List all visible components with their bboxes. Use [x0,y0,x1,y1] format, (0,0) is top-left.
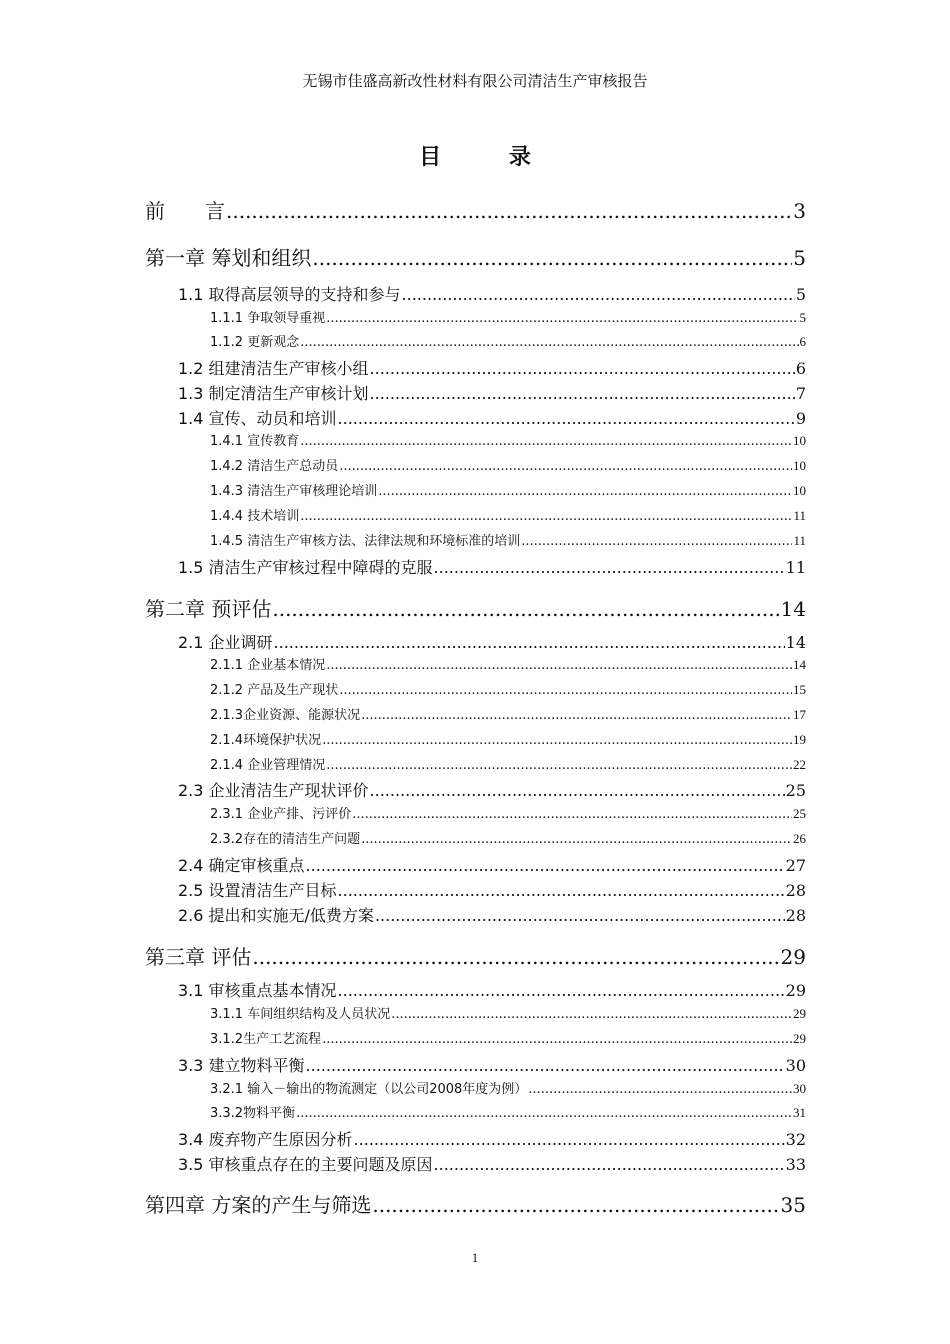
toc-dot-leader [326,311,798,326]
toc-dot-leader [274,633,785,652]
toc-dot-leader [338,881,785,900]
toc-entry-label: 3.5 审核重点存在的主要问题及原因 [178,1155,433,1174]
toc-entry[interactable] [210,505,806,524]
toc-entry[interactable] [210,530,806,549]
toc-entry-label: 第一章 筹划和组织 [145,246,312,270]
toc-entry-label: 1.4.4 技术培训 [210,509,300,524]
toc-dot-leader [372,1193,779,1217]
toc-entry[interactable] [178,381,806,404]
toc-entry-page: 22 [793,757,806,772]
toc-entry-page: 29 [793,1031,806,1046]
toc-entry-label: 前 言 [145,199,225,223]
toc-entry-label: 1.4.2 清洁生产总动员 [210,459,339,474]
toc-entry-label: 1.1.1 争取领导重视 [210,311,326,326]
toc-entry-label: 第四章 方案的产生与筛选 [145,1193,372,1217]
toc-entry-page: 29 [793,1006,806,1021]
toc-entry-page: 35 [780,1193,806,1217]
toc-entry-page: 11 [793,533,806,548]
toc-entry[interactable] [145,593,806,622]
toc-entry-page: 27 [785,856,806,875]
toc-entry-label: 1.5 清洁生产审核过程中障碍的克服 [178,558,433,577]
toc-dot-leader [306,856,785,875]
toc-entry-page: 28 [785,881,806,900]
toc-dot-leader [361,708,792,723]
toc-entry-page: 17 [793,707,806,722]
toc-entry[interactable] [210,1028,806,1047]
toc-entry-label: 1.3 制定清洁生产审核计划 [178,384,369,403]
toc-dot-leader [306,1056,785,1075]
toc-entry-page: 29 [780,945,806,969]
toc-entry[interactable] [210,1078,806,1097]
toc-dot-leader [339,459,792,474]
toc-entry[interactable] [178,853,806,876]
toc-entry-page: 25 [793,806,806,821]
toc-entry-label: 2.3 企业清洁生产现状评价 [178,781,369,800]
toc-entry-page: 3 [793,199,806,223]
toc-dot-leader [326,758,792,773]
toc-entry-page: 6 [795,359,806,378]
toc-entry-label: 3.1.2生产工艺流程 [210,1032,322,1047]
toc-dot-leader [434,558,785,577]
toc-dot-leader [352,807,792,822]
toc-entry-page: 31 [793,1105,806,1120]
toc-entry-label: 2.4 确定审核重点 [178,856,305,875]
toc-entry-page: 25 [785,781,806,800]
toc-entry-page: 32 [785,1130,806,1149]
toc-dot-leader [391,1007,792,1022]
toc-dot-leader [521,534,792,549]
toc-dot-leader [300,434,792,449]
toc-entry-label: 第三章 评估 [145,945,252,969]
toc-dot-leader [338,409,795,428]
toc-dot-leader [300,335,798,350]
toc-entry-label: 3.1.1 车间组织结构及人员状况 [210,1007,391,1022]
toc-entry[interactable] [210,654,806,673]
toc-entry[interactable] [210,307,806,326]
toc-entry-page: 29 [785,981,806,1000]
toc-entry-label: 2.1.2 产品及生产现状 [210,683,339,698]
toc-entry-page: 9 [795,409,806,428]
toc-entry-page: 14 [780,597,806,621]
toc-entry-page: 14 [785,633,806,652]
toc-entry-page: 28 [785,906,806,925]
toc-dot-leader [375,906,785,925]
toc-dot-leader [434,1155,785,1174]
toc-entry-label: 2.1.3企业资源、能源状况 [210,708,361,723]
toc-entry-label: 2.3.1 企业产排、污评价 [210,807,352,822]
toc-entry[interactable] [210,679,806,698]
toc-entry[interactable] [178,1127,806,1150]
toc-entry[interactable] [178,356,806,379]
toc-entry-page: 10 [793,458,806,473]
toc-entry-page: 10 [793,433,806,448]
toc-entry-label: 1.4.1 宣传教育 [210,434,300,449]
toc-dot-leader [338,981,785,1000]
toc-entry-page: 5 [793,246,806,270]
page-number: 1 [471,1250,479,1265]
toc-dot-leader [354,1130,785,1149]
toc-entry-page: 6 [799,334,806,349]
toc-dot-leader [370,384,795,403]
toc-entry[interactable] [210,803,806,822]
toc-entry-label: 1.4.3 清洁生产审核理论培训 [210,484,378,499]
toc-entry[interactable] [210,828,806,847]
toc-dot-leader [402,285,795,304]
toc-entry[interactable] [210,331,806,350]
toc-dot-leader [528,1082,792,1097]
toc-entry[interactable] [210,480,806,499]
toc-dot-leader [361,832,792,847]
toc-entry[interactable] [178,978,806,1001]
toc-entry-label: 2.1 企业调研 [178,633,273,652]
toc-entry[interactable] [178,878,806,901]
toc-entry[interactable] [210,1102,806,1121]
toc-entry[interactable] [178,778,806,801]
toc-dot-leader [322,733,792,748]
toc-entry[interactable] [178,555,806,578]
toc-entry-label: 2.6 提出和实施无/低费方案 [178,906,374,925]
toc-entry-label: 1.1 取得高层领导的支持和参与 [178,285,401,304]
toc-entry-page: 10 [793,483,806,498]
toc-entry[interactable] [178,1053,806,1076]
toc-dot-leader [252,945,779,969]
toc-dot-leader [296,1106,792,1121]
toc-entry-label: 2.5 设置清洁生产目标 [178,881,337,900]
toc-entry-label: 2.1.1 企业基本情况 [210,658,326,673]
toc-dot-leader [326,658,792,673]
toc-entry[interactable] [145,195,806,224]
toc-entry-label: 3.4 废弃物产生原因分析 [178,1130,353,1149]
toc-entry[interactable] [210,430,806,449]
toc-entry-page: 14 [793,657,806,672]
toc-entry-page: 5 [799,310,806,325]
toc-entry-label: 3.2.1 输入－输出的物流测定（以公司2008年度为例） [210,1082,528,1097]
toc-dot-leader [322,1032,792,1047]
toc-entry-label: 3.1 审核重点基本情况 [178,981,337,1000]
toc-entry[interactable] [178,282,806,305]
toc-entry[interactable] [178,406,806,429]
toc-entry-page: 11 [793,508,806,523]
toc-entry-label: 2.1.4 企业管理情况 [210,758,326,773]
toc-entry-page: 7 [795,384,806,403]
toc-entry-page: 26 [793,831,806,846]
toc-entry-page: 15 [793,682,806,697]
toc-entry[interactable] [145,941,806,970]
toc-entry-label: 1.2 组建清洁生产审核小组 [178,359,369,378]
toc-entry-label: 3.3 建立物料平衡 [178,1056,305,1075]
toc-dot-leader [312,246,792,270]
toc-entry[interactable] [178,630,806,653]
toc-entry-label: 1.4.5 清洁生产审核方法、法律法规和环境标准的培训 [210,534,521,549]
toc-dot-leader [300,509,792,524]
toc-entry-label: 2.3.2存在的清洁生产问题 [210,832,361,847]
toc-entry-label: 1.4 宣传、动员和培训 [178,409,337,428]
toc-entry[interactable] [210,1003,806,1022]
toc-dot-leader [226,199,792,223]
toc-dot-leader [339,683,792,698]
toc-entry-page: 5 [795,285,806,304]
toc-entry[interactable] [145,242,806,271]
toc-entry[interactable] [210,455,806,474]
toc-entry-label: 第二章 预评估 [145,597,272,621]
toc-entry-label: 2.1.4环境保护状况 [210,733,322,748]
toc-entry[interactable] [210,729,806,748]
toc-dot-leader [370,359,795,378]
toc-entry-page: 30 [793,1081,806,1096]
toc-dot-leader [370,781,785,800]
toc-entry-page: 30 [785,1056,806,1075]
toc-title: 目 录 [419,144,561,170]
toc-entry-label: 1.1.2 更新观念 [210,335,300,350]
running-header: 无锡市佳盛高新改性材料有限公司清洁生产审核报告 [302,72,648,90]
toc-entry[interactable] [145,1189,806,1218]
toc-entry-page: 19 [793,732,806,747]
toc-entry[interactable] [210,704,806,723]
toc-entry[interactable] [178,1152,806,1175]
toc-entry-label: 3.3.2物料平衡 [210,1106,296,1121]
toc-dot-leader [272,597,779,621]
toc-entry[interactable] [178,903,806,926]
toc-dot-leader [378,484,792,499]
toc-entry[interactable] [210,754,806,773]
toc-entry-page: 11 [785,558,806,577]
toc-entry-page: 33 [785,1155,806,1174]
